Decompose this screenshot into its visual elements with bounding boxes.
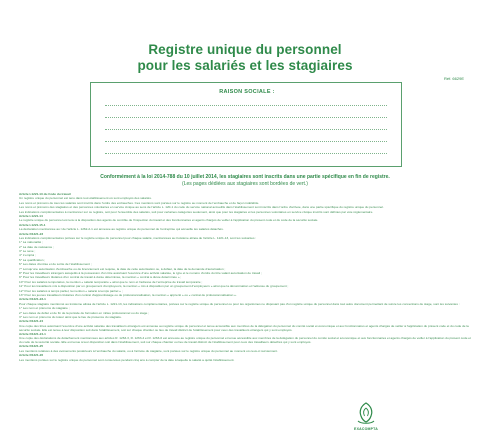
article-text: Un registre unique du personnel est tenu dans tout établissement où sont employés des salariés. [19,196,152,201]
article-text: 3° Le sexe ; [19,249,36,254]
article-text: 2° La date de naissance ; [19,244,54,249]
article-text: Les mentions portées sur le registre unique du personnel sont conservées pendant cinq ans à compter de la date à laquelle le salarié a quitté l'établissement. [19,357,235,362]
intro-line-2: (Les pages dédiées aux stagiaires sont bordées de vert.) [182,180,308,187]
legal-articles [19,193,471,363]
reference-number: Réf. 6629E [443,76,464,81]
article-heading: Article L1221-13 du Code du travail [19,192,71,196]
write-line [105,153,387,154]
article-text: Pour chaque stagiaire mentionné au troisième alinéa de l'article L. 1221-13, les indications complémentaires, portées sur le registre unique du personnel ou pour les organismes ne disposant pas d'un registre unique du personnel dans tout autre document permettant de suivre les conventions de stage, sont les suivantes : [19,301,460,306]
article-text: 2° Les dates de début et de fin de la période de formation en milieu professionnel ou du stage ; [19,310,150,315]
company-name-box[interactable] [90,82,402,167]
intro-notice [40,174,450,187]
title-line-2: pour les salariés et les stagiaires [137,58,353,73]
article-text: Les mentions relatives à des événements postérieurs à l'embauche du salarié, ou à l'arrivée du stagiaire, sont portées sur le registre unique du personnel au moment où ceux-ci surviennent. [19,348,278,353]
article-text: Une copie des déclarations de détachement mentionnées aux articles R. 1263-3, R. 1263-4 et R. 1263-6 est annexée au registre unique du personnel et tenue accessible aux membres de la délégation du personnel du comité social et économique et aux fonctionnaires et agents chargés de veiller à l'application du présent code et du code de la sécurité sociale. Elle est tenue à leur disposition soit dans l'établissement, soit sur chaque chantier ou lieu de travail distinct de l'établissement pour ceux des travailleurs détachés qui y sont employés. [19,336,471,345]
article-text: Le registre unique du personnel est tenu à la disposition des agents de contrôle de l'inspection du travail et des fonctionnaires et agents chargés de veiller à l'application du présent code et du code de la sécurité sociale. [19,218,319,223]
article-heading: Article L1221-14 [19,213,43,218]
article-text: 3° Les nom et prénoms du tuteur ainsi que le lieu de présence du stagiaire. [19,314,122,319]
article-heading: Article D1221-23 [19,231,44,236]
exacompta-logo-icon [352,400,380,430]
document-title [0,42,490,74]
write-line [105,141,387,142]
article-text: Les noms et prénoms des stagiaires et des personnes volontaires en service civique au sens de l'article L. 120-1 du code du service national accueillis dans l'établissement sont inscrits dans l'ordre d'arrivée, dans une partie spécifique du registre unique du personnel. [19,205,384,210]
brand-name: EXACOMPTA [354,427,378,431]
title-line-1: Registre unique du personnel [148,42,342,57]
article-text: 10° Pour les salariés temporaires, la mention « salarié temporaire » ainsi que le nom et l'adresse de l'entreprise de travail temporaire ; [19,279,203,284]
company-name-label: RAISON SOCIALE : [219,89,275,95]
article-heading: Article D1221-24-1 [19,331,46,336]
article-text: 1° Les nom et prénoms du stagiaire ; [19,306,70,311]
article-text: 13° Pour les jeunes travailleurs titulaires d'un contrat d'apprentissage ou de professionnalisation, la mention « apprenti » ou « contrat de professionnalisation ». [19,292,237,297]
article-text: 4° L'emploi ; [19,253,36,258]
article-text: La déclaration mentionnée au I de l'article L. 1262-2-1 est annexée au registre unique du personnel de l'entreprise qui accueille les salariés détachés. [19,227,224,232]
article-text: 9° Pour les travailleurs titulaires d'un contrat de travail à durée déterminée, la mention « contrat à durée déterminée » ; [19,275,182,280]
write-line [105,117,387,118]
article-text: 6° Les dates d'entrée et de sortie de l'établissement ; [19,262,92,267]
article-text: Les indications complémentaires à mentionner sur ce registre, soit pour l'ensemble des salariés, soit pour certaines catégories seulement, ainsi que pour les stagiaires et les personnes volontaires en service civique inscrits sont définies par voie réglementaire. [19,209,374,214]
article-text: 1° La nationalité ; [19,240,43,245]
article-heading: Article D1221-25 [19,344,44,349]
intro-line-1: Conformément à la loi 2014-788 du 10 juillet 2014, les stagiaires sont inscrits dans une partie spécifique en fin de registre. [100,174,390,180]
article-text: 12° Pour les salariés à temps partiel, la mention « salarié à temps partiel » ; [19,288,123,293]
article-text: 11° Pour les travailleurs mis à disposition par un groupement d'employeurs, la mention « mis à disposition par un groupement d'employeurs » ainsi que la dénomination et l'adresse du groupement ; [19,284,289,289]
write-line [105,129,387,130]
article-text: Les indications complémentaires portées sur le registre unique du personnel pour chaque salarié, mentionnées au troisième alinéa de l'article L. 1221-13, sont les suivantes : [19,235,257,240]
article-text: Les noms et prénoms de tous les salariés sont inscrits dans l'ordre des embauches. Ces mentions sont portées sur le registre au moment de l'embauche et de façon indélébile. [19,200,260,205]
write-line [105,105,387,106]
article-heading: Article D1221-23-1 [19,297,46,302]
article-text: 7° Lorsqu'une autorisation d'embauche ou de licenciement est requise, la date de cette autorisation ou, à défaut, la date de la demande d'autorisation ; [19,266,226,271]
article-text: 5° La qualification ; [19,257,46,262]
article-heading: Article L1221-15-1 [19,222,46,227]
article-heading: Article D1221-24 [19,319,44,324]
article-text: 8° Pour les travailleurs étrangers assujettis à la possession d'un titre autorisant l'exercice d'une activité salariée, le type et le numéro d'ordre du titre valant autorisation de travail ; [19,271,262,276]
article-text: Une copie des titres autorisant l'exercice d'une activité salariée des travailleurs étrangers est annexée au registre unique du personnel et tenue accessible aux membres de la délégation du personnel du comité social et économique et aux fonctionnaires et agents chargés de veiller à l'application du présent code et du code de la sécurité sociale. Elle est tenue à leur disposition soit dans l'établissement, soit sur chaque chantier ou lieu de travail distinct de l'établissement pour ceux des travailleurs étrangers qui y sont employés. [19,323,469,332]
article-heading: Article R1221-26 [19,353,44,358]
